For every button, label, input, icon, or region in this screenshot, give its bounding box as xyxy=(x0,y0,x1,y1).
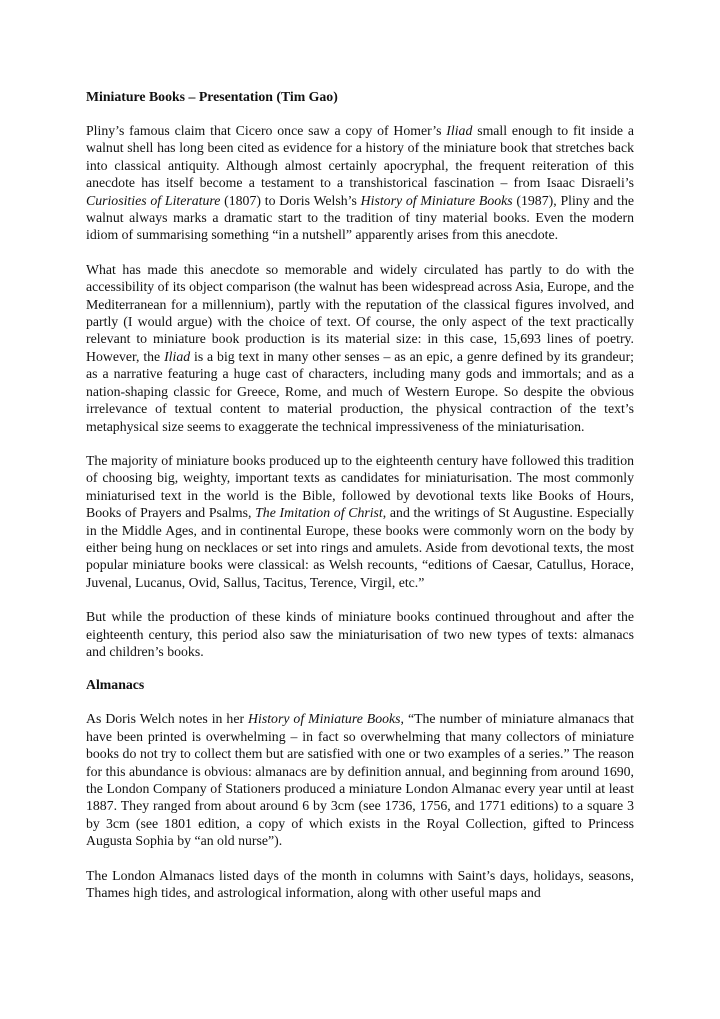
italic-title: Iliad xyxy=(446,123,473,138)
italic-title: The Imitation of Christ xyxy=(255,505,383,521)
paragraph xyxy=(86,867,634,902)
text-run: (1807) to Doris Welsh’s xyxy=(220,192,361,208)
text-run: The London Almanacs listed days of the month in columns with Saint’s days, holidays, seasons, Thames high tides, and astrological information, along with other useful maps and xyxy=(86,867,634,901)
italic-title: History of Miniature Books xyxy=(248,711,401,727)
text-run: As Doris Welch notes in her xyxy=(86,711,249,727)
paragraph xyxy=(86,452,634,591)
paragraph xyxy=(86,710,634,849)
text-run: is a big text in many other senses – as an epic, a genre defined by its grandeur; as a narrative featuring a huge cast of characters, including many gods and immortals; and as a nation-shaping classic for Greece, Rome, and much of Western Europe. So despite the obvious irrelevance of textual content to material production, the physical contraction of the text’s metaphysical size seems to exaggerate the technical impressiveness of the miniaturisation. xyxy=(86,348,635,434)
text-run: But while the production of these kinds of miniature books continued throughout and after the eighteenth century, this period also saw the miniaturisation of two new types of texts: almanacs and children’s books. xyxy=(86,609,634,659)
text-run: What has made this anecdote so memorable and widely circulated has partly to do with the accessibility of its object comparison (the walnut has been widespread across Asia, Europe, and the Mediterranean for a millennium), partly with the reputation of the classical figures involved, and partly (I would argue) with the choice of text. Of course, the only aspect of the text practically relevant to miniature book production is its material size: in this case, 15,693 lines of poetry. However, the xyxy=(86,261,634,364)
text-run: , “The number of miniature almanacs that have been printed is overwhelming – in fact so overwhelming that many collectors of miniature books do not try to collect them but are satisfied with one or two examples of a series.” The reason for this abundance is obvious: almanacs are by definition annual, and beginning from around 1690, the London Company of Stationers produced a miniature London Almanac every year until at least 1887. They ranged from about around 6 by 3cm (see 1736, 1756, and 1771 editions) to a square 3 by 3cm (see 1801 edition, a copy of which exists in the Royal Collection, gifted to Princess Augusta Sophia by “an old nurse”). xyxy=(86,711,635,849)
document-title: Miniature Books – Presentation (Tim Gao) xyxy=(86,89,338,104)
paragraph xyxy=(86,261,634,435)
paragraph xyxy=(86,122,634,244)
italic-title: History of Miniature Books xyxy=(360,192,513,208)
text-run: Pliny’s famous claim that Cicero once saw a copy of Homer’s xyxy=(86,123,447,138)
italic-title: Iliad xyxy=(164,348,191,364)
text-run: , and the writings of St Augustine. Especially in the Middle Ages, and in continental Europe, these books were commonly worn on the body by either being hung on necklaces or set into rings and amulets. Aside from devotional texts, the most popular miniature books were classical: as Welsh recounts, “editions of Caesar, Catullus, Horace, Juvenal, Lucanus, Ovid, Sallus, Tacitus, Terence, Virgil, etc.” xyxy=(86,505,634,590)
text-run: (1987), Pliny and the walnut always marks a dramatic start to the tradition of tiny material books. Even the modern idiom of summarising something “in a nutshell” apparently arises from this anecdote. xyxy=(86,192,634,243)
text-run: small enough to fit inside a walnut shell has long been cited as evidence for a history of the miniature book that stretches back into classical antiquity. Although almost certainly apocryphal, the frequent reiteration of this anecdote has itself become a testament to a transhistorical fascination – from Isaac Disraeli’s xyxy=(86,123,634,191)
section-heading: Almanacs xyxy=(86,677,145,693)
paragraph xyxy=(86,608,634,660)
text-run: The majority of miniature books produced up to the eighteenth century have followed this tradition of choosing big, weighty, important texts as candidates for miniaturisation. The most commonly miniaturised text in the world is the Bible, followed by devotional texts like Books of Hours, Books of Prayers and Psalms, xyxy=(86,452,634,521)
italic-title: Curiosities of Literature xyxy=(86,192,221,208)
